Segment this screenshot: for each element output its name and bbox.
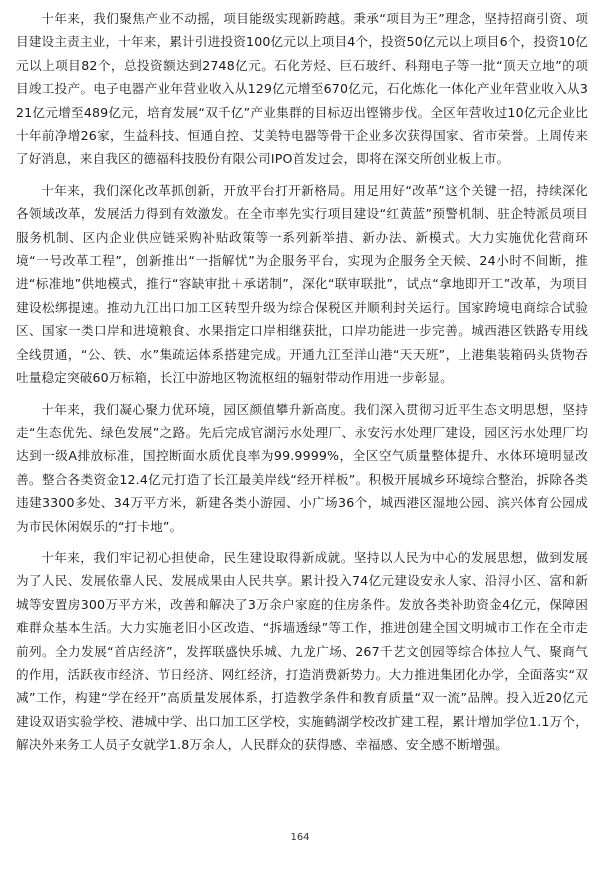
paragraph-livelihood: 十年来，我们牢记初心担使命，民生建设取得新成就。坚持以人民为中心的发展思想，做到发展为了人民、发展依靠人民、发展成果由人民共享。累计投入74亿元建设安永人家、沿浔小区、富和新城等安置房300万平方米，改善和解决了3万余户家庭的住房条件。发放各类补助资金4亿元，保障困难群众基本生活。大力实施老旧小区改造、“拆墙透绿”等工作，推进创建全国文明城市工作在全市走前列。全力发展“首店经济”，发挥联盛快乐城、九龙广场、267千艺文创园等综合体拉人气、聚商气的作用，活跃夜市经济、节日经济、网红经济，打造消费新势力。大力推进集团化办学，全面落实“双减”工作，构建“学在经开”高质量发展体系，打造教学条件和教育质量“双一流”品牌。投入近20亿元建设双语实验学校、港城中学、出口加工区学校，实施鹤湖学校改扩建工程，累计增加学位1.1万个，解决外来务工人员子女就学1.8万余人，人民群众的获得感、幸福感、安全感不断增强。 [16,549,588,753]
page-number: 164 [290,832,310,843]
paragraph-environment: 十年来，我们凝心聚力优环境，园区颜值攀升新高度。我们深入贯彻习近平生态文明思想，坚持走“生态优先、绿色发展”之路。先后完成官湖污水处理厂、永安污水处理厂建设，园区污水处理厂均达到一级A排放标准，国控断面水质优良率为99.9999%，全区空气质量整体提升、水体环境明显改善。整合各类资金12.4亿元打造了长江最美岸线“经开样板”。积极开展城乡环境综合整治，拆除各类违建3300多处、34万平方米，新建各类小游园、小广场36个，城西港区湿地公园、滨兴体育公园成为市民休闲娱乐的“打卡地”。 [16,401,588,534]
paragraph-industry: 十年来，我们聚焦产业不动摇，项目能级实现新跨越。秉承“项目为王”理念，坚持招商引资、项目建设主责主业，十年来，累计引进投资100亿元以上项目4个，投资50亿元以上项目6个，投资10亿元以上项目82个，总投资额达到2748亿元。石化芳烃、巨石玻纤、科翔电子等一批“顶天立地”的项目竣工投产。电子电器产业年营业收入从129亿元增至670亿元，石化炼化一体化产业年营业收入从321亿元增至489亿元，培育发展“双千亿”产业集群的目标迈出铿锵步伐。全区年营收过10亿元企业比十年前净增26家，生益科技、恒通自控、艾美特电器等骨干企业多次获得国家、省市荣誉。上周传来了好消息，来自我区的德福科技股份有限公司IPO首发过会，即将在深交所创业板上市。 [16,11,588,167]
paragraph-reform: 十年来，我们深化改革抓创新，开放平台打开新格局。用足用好“改革”这个关键一招，持续深化各领域改革，发展活力得到有效激发。在全市率先实行项目建设“红黄蓝”预警机制、驻企特派员项目服务机制、区内企业供应链采购补贴政策等一系列新举措、新办法、新模式。大力实施优化营商环境“一号改革工程”，创新推出“一指解忧”为企服务平台，实现为企服务全天候、24小时不间断，推进“标准地”供地模式，推行“容缺审批＋承诺制”，深化“联审联批”，试点“拿地即开工”改革，为项目建设松绑提速。推动九江出口加工区转型升级为综合保税区并顺利封关运行。国家跨境电商综合试验区、国家一类口岸和进境粮食、水果指定口岸相继获批，口岸功能进一步完善。城西港区铁路专用线全线贯通，“公、铁、水”集疏运体系搭建完成。开通九江至洋山港“天天班”，上港集装箱码头货物吞吐量稳定突破60万标箱，长江中游地区物流枢纽的辐射带动作用进一步彰显。 [16,182,588,386]
